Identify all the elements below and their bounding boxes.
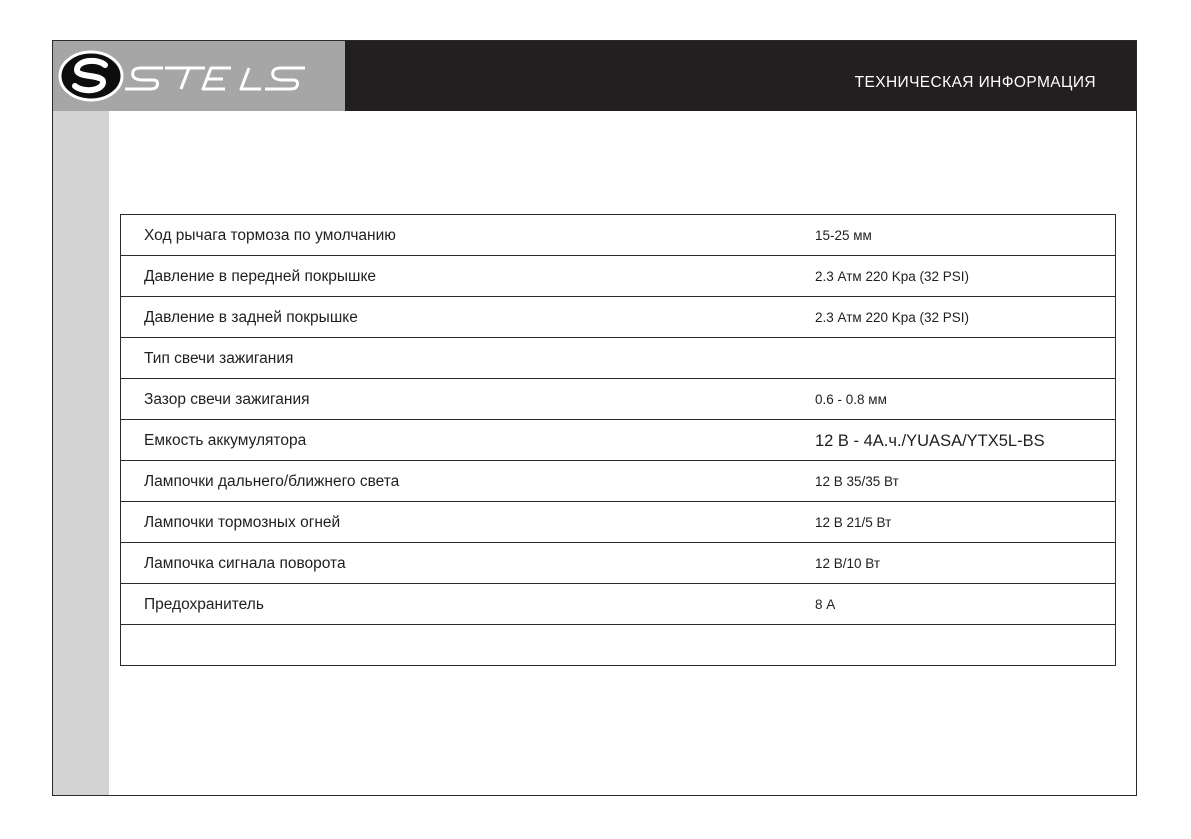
spec-value: 12 В 35/35 Вт (815, 474, 899, 489)
spec-label: Лампочка сигнала поворота (144, 555, 346, 572)
table-row (121, 379, 1115, 420)
spec-label: Емкость аккумулятора (144, 432, 307, 449)
table-row (121, 502, 1115, 543)
brand-logo-block (53, 41, 345, 111)
spec-value: 8 А (815, 597, 836, 612)
header-bar (53, 41, 1136, 111)
table-row (121, 543, 1115, 584)
side-stripe (53, 111, 109, 795)
spec-value: 15-25 мм (815, 228, 872, 243)
table-row (121, 461, 1115, 502)
table-row (121, 584, 1115, 625)
spec-label: Лампочки тормозных огней (144, 514, 341, 531)
spec-label: Лампочки дальнего/ближнего света (144, 473, 400, 490)
document-page (52, 40, 1137, 796)
spec-label: Давление в передней покрышке (144, 268, 377, 285)
stels-logo-icon (53, 41, 345, 111)
spec-value: 2.3 Атм 220 Kpa (32 PSI) (815, 310, 970, 325)
spec-value: 0.6 - 0.8 мм (815, 392, 887, 407)
header-title: ТЕХНИЧЕСКАЯ ИНФОРМАЦИЯ (854, 74, 1096, 91)
table-row (121, 625, 1115, 666)
table-row (121, 420, 1115, 461)
spec-label: Тип свечи зажигания (144, 350, 294, 367)
table-row (121, 256, 1115, 297)
spec-value: 2.3 Атм 220 Kpa (32 PSI) (815, 269, 970, 284)
spec-label: Зазор свечи зажигания (144, 391, 310, 408)
table-row (121, 338, 1115, 379)
table-row (121, 215, 1115, 256)
spec-label: Предохранитель (144, 596, 264, 613)
spec-table (120, 214, 1116, 666)
spec-label: Ход рычага тормоза по умолчанию (144, 227, 396, 244)
table-row (121, 297, 1115, 338)
spec-value: 12 В 21/5 Вт (815, 515, 892, 530)
spec-value: 12 В - 4А.ч./YUASA/YTX5L-BS (815, 432, 1045, 450)
spec-value: 12 В/10 Вт (815, 556, 881, 571)
spec-label: Давление в задней покрышке (144, 309, 358, 326)
